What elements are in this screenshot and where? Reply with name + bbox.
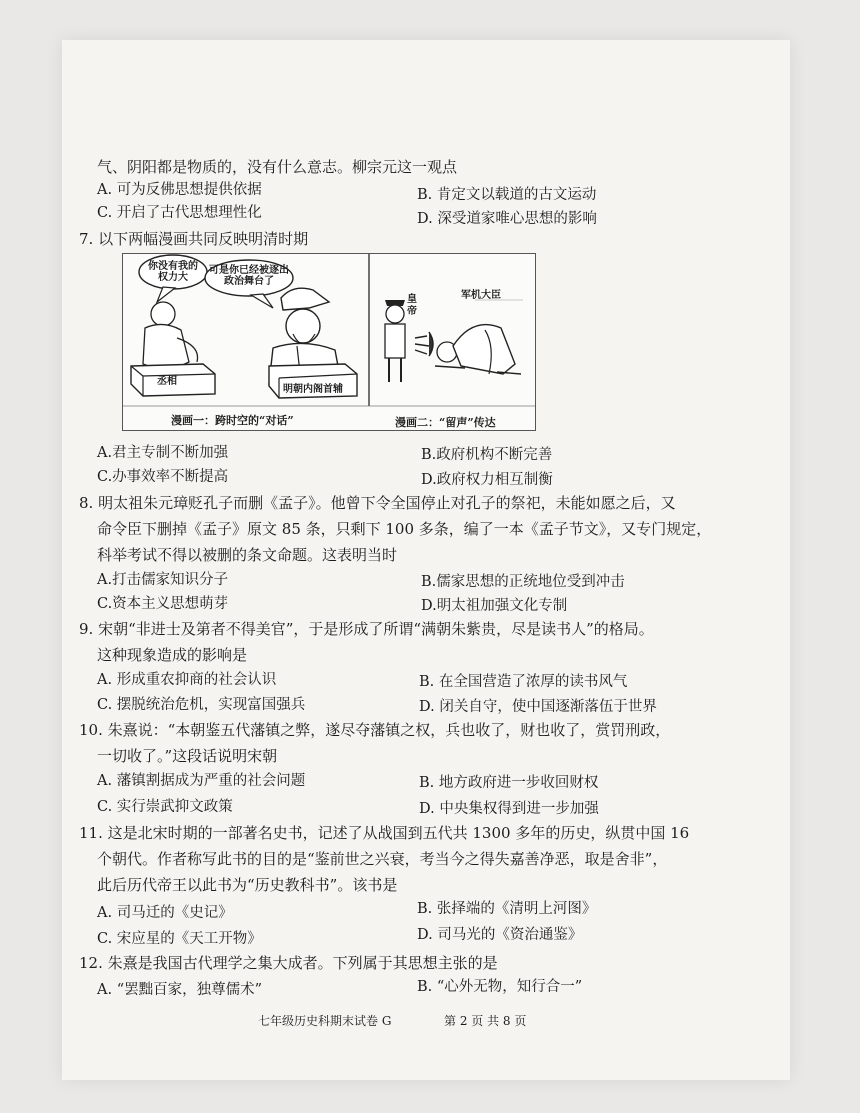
q9-stem-line-2: 这种现象造成的影响是 <box>97 646 248 664</box>
q7-option-c: C.办事效率不断提高 <box>97 469 229 485</box>
bubble-neige: 可是你已经被逐出政治舞台了 <box>209 265 289 287</box>
q10-stem-line-1: 10. 朱熹说：“本朝鉴五代藩镇之弊，遂尽夺藩镇之权，兵也收了，财也收了，赏罚刑政， <box>79 721 671 739</box>
q6-stem-tail: 气、阴阳都是物质的，没有什么意志。柳宗元这一观点 <box>97 158 458 176</box>
q7-option-d: D.政府权力相互制衡 <box>421 472 553 488</box>
q10-option-c: C. 实行崇武抑文政策 <box>97 799 233 815</box>
q8-option-c: C.资本主义思想萌芽 <box>97 596 229 612</box>
q7-option-b: B.政府机构不断完善 <box>421 447 553 463</box>
q8-option-b: B.儒家思想的正统地位受到冲击 <box>421 574 625 590</box>
footer-exam-name: 七年级历史科期末试卷 G <box>258 1014 392 1028</box>
q9-option-c: C. 摆脱统治危机，实现富国强兵 <box>97 697 306 713</box>
q8-option-a: A.打击儒家知识分子 <box>97 572 229 588</box>
q9-stem-line-1: 9. 宋朝“非进士及第者不得美官”，于是形成了所谓“满朝朱紫贵，尽是读书人”的格局。 <box>79 620 654 638</box>
q8-stem-line-1: 8. 明太祖朱元璋贬孔子而删《孟子》。他曾下令全国停止对孔子的祭祀，未能如愿之后，又 <box>79 494 676 512</box>
label-chengxiang: 丞相 <box>157 376 177 387</box>
q12-stem: 12. 朱熹是我国古代理学之集大成者。下列属于其思想主张的是 <box>79 954 498 972</box>
q7-stem: 7. 以下两幅漫画共同反映明清时期 <box>79 230 309 248</box>
q10-option-d: D. 中央集权得到进一步加强 <box>419 801 599 817</box>
label-junji: 军机大臣 <box>461 290 501 301</box>
q10-option-a: A. 藩镇割据成为严重的社会问题 <box>97 773 306 789</box>
caption-cartoon-2: 漫画二：“留声”传达 <box>395 416 496 429</box>
q8-stem-line-2: 命令臣下删掉《孟子》原文 85 条，只剩下 100 多条，编了一本《孟子节文》，又专门规定， <box>97 520 712 538</box>
label-neige: 明朝内阁首辅 <box>283 384 343 395</box>
q8-option-d: D.明太祖加强文化专制 <box>421 598 568 614</box>
q6-option-c: C. 开启了古代思想理性化 <box>97 205 262 221</box>
q9-option-b: B. 在全国营造了浓厚的读书风气 <box>419 674 628 690</box>
q6-option-d: D. 深受道家唯心思想的影响 <box>417 211 597 227</box>
q6-option-a: A. 可为反佛思想提供依据 <box>97 182 262 198</box>
caption-cartoon-1: 漫画一：跨时空的“对话” <box>171 414 294 427</box>
q11-option-a: A. 司马迁的《史记》 <box>97 905 233 921</box>
q6-option-b: B. 肯定文以载道的古文运动 <box>417 187 597 203</box>
q9-option-a: A. 形成重农抑商的社会认识 <box>97 672 277 688</box>
label-huangdi: 皇帝 <box>407 294 417 317</box>
q11-stem-line-2: 个朝代。作者称写此书的目的是“鉴前世之兴衰，考当今之得失嘉善净恶，取是舍非”， <box>97 850 668 868</box>
q11-option-d: D. 司马光的《资治通鉴》 <box>417 927 583 943</box>
q12-option-a: A. “罢黜百家，独尊儒术” <box>97 982 263 998</box>
q10-option-b: B. 地方政府进一步收回财权 <box>419 775 599 791</box>
bubble-chengxiang: 你没有我的权力大 <box>148 261 198 283</box>
q11-stem-line-3: 此后历代帝王以此书为“历史教科书”。该书是 <box>97 876 398 894</box>
q10-stem-line-2: 一切收了。”这段话说明宋朝 <box>97 747 278 765</box>
q7-cartoon <box>122 253 536 431</box>
footer-page-number: 第 2 页 共 8 页 <box>444 1014 527 1028</box>
q12-option-b: B. “心外无物，知行合一” <box>417 979 583 995</box>
q11-stem-line-1: 11. 这是北宋时期的一部著名史书，记述了从战国到五代共 1300 多年的历史，纵贯中国 16 <box>79 824 690 842</box>
q8-stem-line-3: 科举考试不得以被删的条文命题。这表明当时 <box>97 546 398 564</box>
q11-option-c: C. 宋应星的《天工开物》 <box>97 931 262 947</box>
q9-option-d: D. 闭关自守，使中国逐渐落伍于世界 <box>419 699 657 715</box>
q7-option-a: A.君主专制不断加强 <box>97 445 229 461</box>
q11-option-b: B. 张择端的《清明上河图》 <box>417 901 597 917</box>
